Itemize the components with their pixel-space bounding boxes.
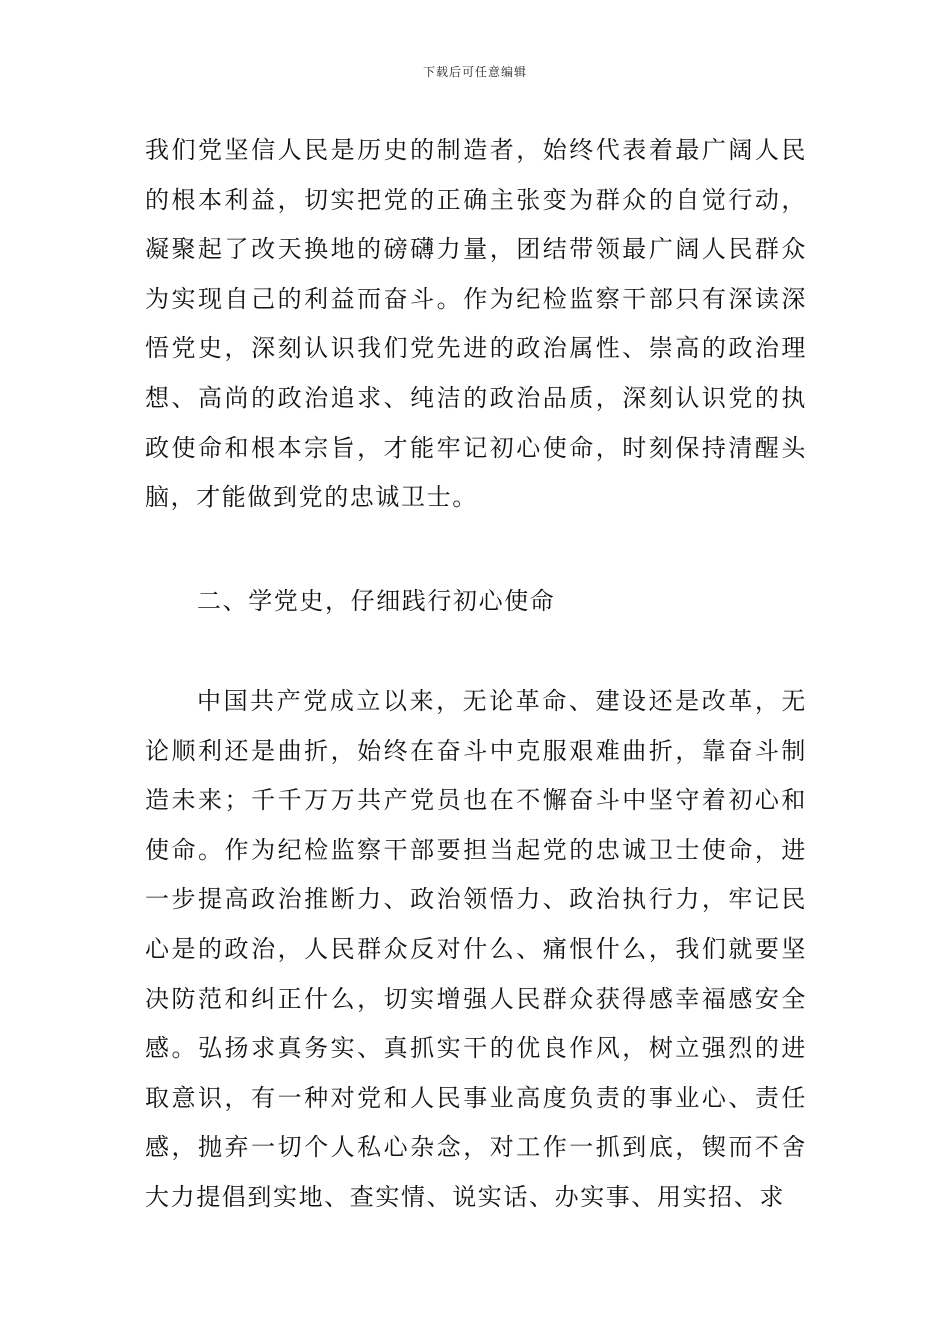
body-paragraph: 中国共产党成立以来，无论革命、建设还是改革，无论顺利还是曲折，始终在奋斗中克服艰难曲折，靠奋斗制造未来；千千万万共产党员也在不懈奋斗中坚守着初心和使命。作为纪检监察干部要担当起党的忠诚卫士使命，进一步提高政治推断力、政治领悟力、政治执行力，牢记民心是的政治，人民群众反对什么、痛恨什么，我们就要坚决防范和纠正什么，切实增强人民群众获得感幸福感安全感。弘扬求真务实、真抓实干的优良作风，树立强烈的进取意识，有一种对党和人民事业高度负责的事业心、责任感，抛弃一切个人私心杂念，对工作一抓到底，锲而不舍大力提倡到实地、查实情、说实话、办实事、用实招、求 (145, 687, 807, 1211)
section-heading: 二、学党史，仔细践行初心使命 (197, 587, 556, 615)
page-header-note: 下载后可任意编辑 (422, 65, 527, 79)
body-paragraph: 我们党坚信人民是历史的制造者，始终代表着最广阔人民的根本利益，切实把党的正确主张变为群众的自觉行动，凝聚起了改天换地的磅礴力量，团结带领最广阔人民群众为实现自己的利益而奋斗。作为纪检监察干部只有深读深悟党史，深刻认识我们党先进的政治属性、崇高的政治理想、高尚的政治追求、纯洁的政治品质，深刻认识党的执政使命和根本宗旨，才能牢记初心使命，时刻保持清醒头脑，才能做到党的忠诚卫士。 (145, 136, 807, 512)
